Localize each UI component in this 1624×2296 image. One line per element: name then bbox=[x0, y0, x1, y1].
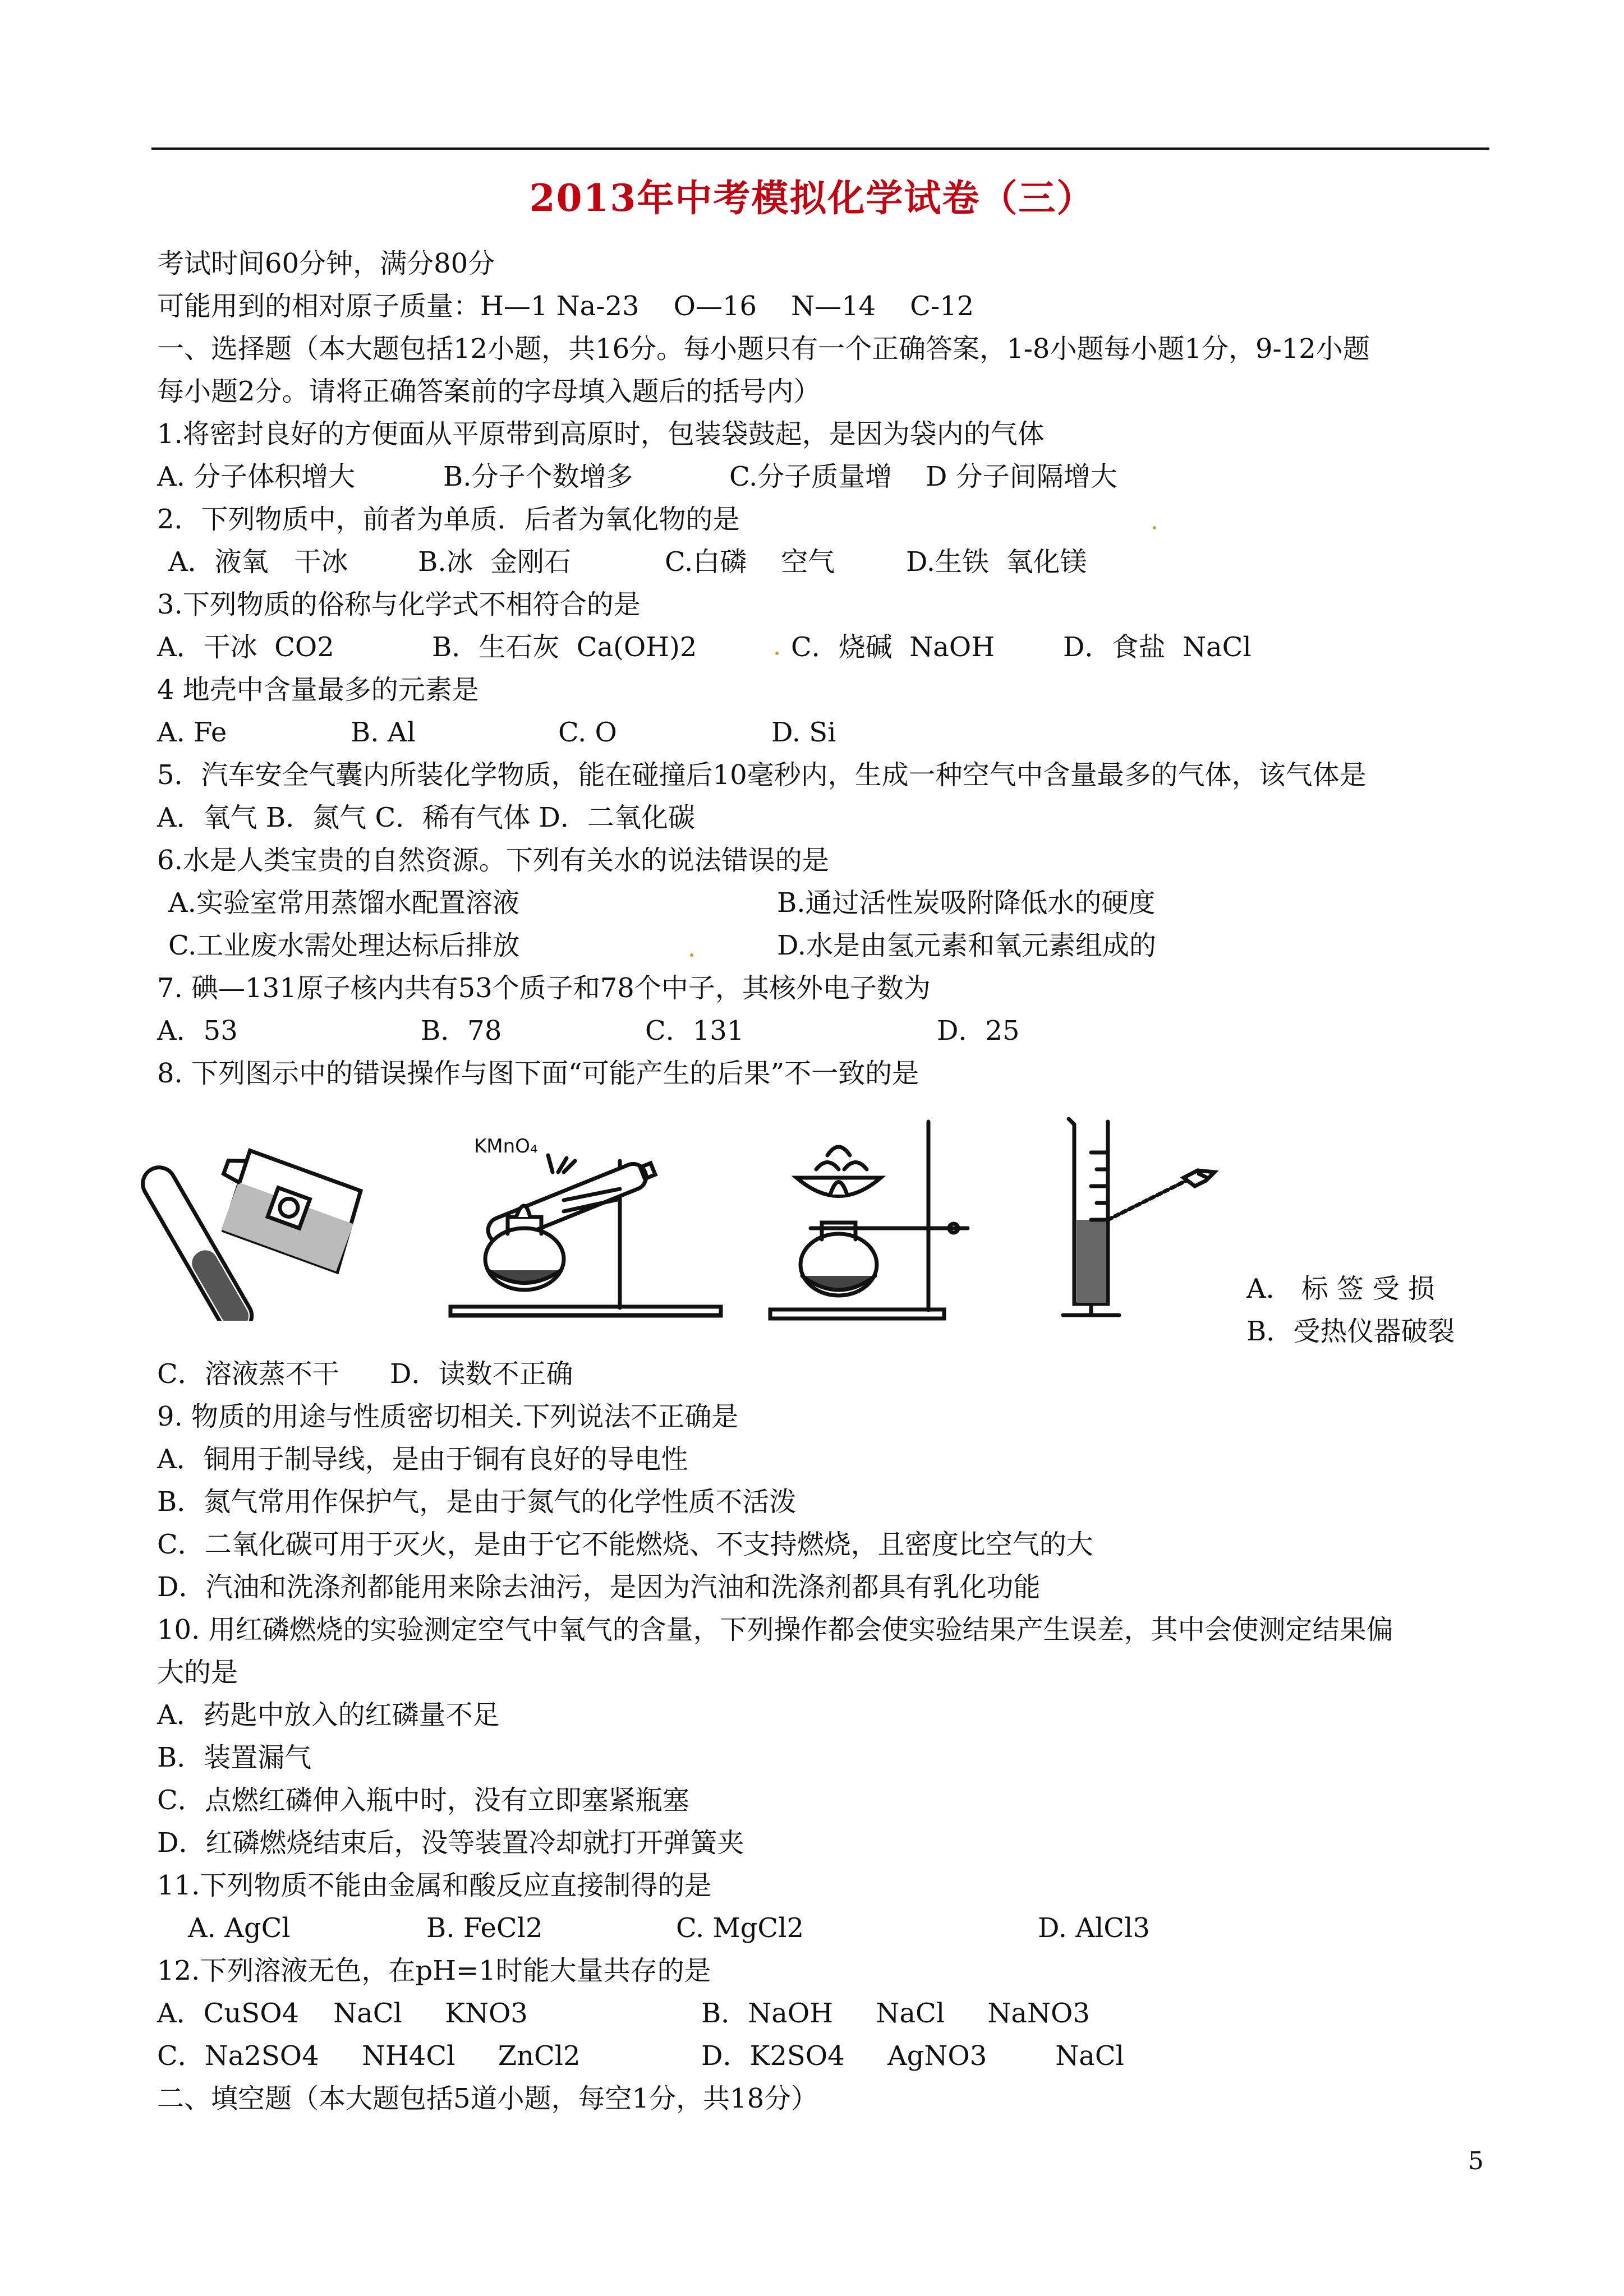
option: C．二氧化碳可用于灭火，是由于它不能燃烧、不支持燃烧，且密度比空气的大 bbox=[157, 1529, 1093, 1560]
atomic-masses: 可能用到的相对原子质量：H—1 Na-23 O—16 N—14 C-12 bbox=[157, 291, 974, 322]
question-stem: 4 地壳中含量最多的元素是 bbox=[157, 674, 479, 706]
option: A. 分子体积增大 bbox=[157, 461, 356, 492]
option: A. Fe bbox=[157, 717, 227, 748]
section1-header-line2: 每小题2分。请将正确答案前的字母填入题后的括号内） bbox=[157, 376, 821, 407]
option: A．液氧 干冰 bbox=[168, 546, 348, 578]
option: D 分子间隔增大 bbox=[926, 461, 1117, 492]
question-stem: 3.下列物质的俗称与化学式不相符合的是 bbox=[157, 589, 641, 620]
option: B．78 bbox=[421, 1015, 502, 1046]
option: D．25 bbox=[937, 1015, 1020, 1046]
stray-mark bbox=[1153, 526, 1156, 529]
options-inline: A．氧气 B．氮气 C．稀有气体 D．二氧化碳 bbox=[157, 802, 695, 833]
question-stem: 12.下列溶液无色，在pH=1时能大量共存的是 bbox=[157, 1955, 711, 1986]
page-number: 5 bbox=[1468, 2147, 1484, 2175]
option: B. FeCl2 bbox=[426, 1912, 543, 1944]
page-title: 2013年中考模拟化学试卷（三） bbox=[529, 176, 1095, 220]
option: B.分子个数增多 bbox=[443, 461, 633, 492]
option: C.分子质量增 bbox=[729, 461, 892, 492]
question-stem: 1.将密封良好的方便面从平原带到高原时，包装袋鼓起，是因为袋内的气体 bbox=[157, 418, 1045, 450]
option: D. Si bbox=[771, 717, 836, 748]
option: D．食盐 NaCl bbox=[1063, 631, 1252, 663]
option: C. O bbox=[558, 717, 617, 748]
option: B．氮气常用作保护气，是由于氮气的化学性质不活泼 bbox=[157, 1486, 797, 1518]
heating-kmno4-figure bbox=[446, 1127, 726, 1324]
section2-header: 二、填空题（本大题包括5道小题，每空1分，共18分） bbox=[157, 2083, 818, 2114]
question-stem: 8. 下列图示中的错误操作与图下面“可能产生的后果”不一致的是 bbox=[157, 1058, 919, 1089]
option: B．生石灰 Ca(OH)2 bbox=[432, 631, 697, 663]
option: C.工业废水需处理达标后排放 bbox=[168, 930, 520, 961]
evaporation-figure bbox=[766, 1116, 979, 1324]
option: D.水是由氢元素和氧元素组成的 bbox=[777, 930, 1157, 961]
option: C. MgCl2 bbox=[676, 1912, 804, 1944]
stray-mark bbox=[690, 953, 693, 957]
question-stem: 2．下列物质中，前者为单质．后者为氧化物的是 bbox=[157, 504, 740, 535]
measuring-cylinder-figure bbox=[1052, 1108, 1226, 1324]
option: A.实验室常用蒸馏水配置溶液 bbox=[168, 887, 519, 919]
option: A．铜用于制导线，是由于铜有良好的导电性 bbox=[157, 1444, 688, 1475]
option: B.通过活性炭吸附降低水的硬度 bbox=[777, 887, 1156, 919]
pouring-liquid-figure bbox=[126, 1147, 373, 1321]
stray-mark bbox=[775, 652, 779, 655]
option: A．53 bbox=[157, 1015, 238, 1046]
option: C.白磷 空气 bbox=[665, 546, 835, 578]
question-stem: 7. 碘—131原子核内共有53个质子和78个中子，其核外电子数为 bbox=[157, 972, 931, 1004]
kmno4-label: KMnO₄ bbox=[474, 1135, 538, 1158]
option: B．NaOH NaCl NaNO3 bbox=[701, 1998, 1090, 2029]
option: B．装置漏气 bbox=[157, 1742, 312, 1773]
option: D.生铁 氧化镁 bbox=[906, 546, 1087, 578]
question-stem: 5．汽车安全气囊内所装化学物质，能在碰撞后10毫秒内，生成一种空气中含量最多的气体，该气体是 bbox=[157, 759, 1367, 791]
option: B．受热仪器破裂 bbox=[1246, 1316, 1455, 1347]
option: C．Na2SO4 NH4Cl ZnCl2 bbox=[157, 2040, 581, 2072]
option: A．药匙中放入的红磷量不足 bbox=[157, 1699, 500, 1731]
option: D．读数不正确 bbox=[390, 1358, 573, 1390]
question-stem: 10. 用红磷燃烧的实验测定空气中氧气的含量，下列操作都会使实验结果产生误差，其中会使测定结果偏 bbox=[157, 1614, 1393, 1645]
option: C．溶液蒸不干 bbox=[157, 1358, 339, 1390]
option: A．CuSO4 NaCl KNO3 bbox=[157, 1998, 528, 2029]
question-stem: 6.水是人类宝贵的自然资源。下列有关水的说法错误的是 bbox=[157, 845, 829, 876]
option: D. AlCl3 bbox=[1038, 1912, 1150, 1944]
option: D．红磷燃烧结束后，没等装置冷却就打开弹簧夹 bbox=[157, 1827, 744, 1859]
question-stem: 9. 物质的用途与性质密切相关.下列说法不正确是 bbox=[157, 1401, 739, 1432]
option: A. AgCl bbox=[188, 1912, 291, 1944]
question-stem-continued: 大的是 bbox=[157, 1657, 238, 1688]
option: B.冰 金刚石 bbox=[418, 546, 572, 578]
option: D．K2SO4 AgNO3 NaCl bbox=[701, 2040, 1124, 2072]
option: A． 标 签 受 损 bbox=[1246, 1273, 1435, 1304]
section1-header-line1: 一、选择题（本大题包括12小题，共16分。每小题只有一个正确答案，1-8小题每小题1分，9-12小题 bbox=[157, 333, 1370, 365]
option: C．点燃红磷伸入瓶中时，没有立即塞紧瓶塞 bbox=[157, 1785, 689, 1816]
option: C．烧碱 NaOH bbox=[791, 631, 995, 663]
option: C．131 bbox=[645, 1015, 744, 1046]
option: D．汽油和洗涤剂都能用来除去油污，是因为汽油和洗涤剂都具有乳化功能 bbox=[157, 1571, 1041, 1603]
option: B. Al bbox=[351, 717, 416, 748]
question-stem: 11.下列物质不能由金属和酸反应直接制得的是 bbox=[157, 1870, 712, 1901]
header-rule bbox=[151, 147, 1489, 150]
exam-info: 考试时间60分钟，满分80分 bbox=[157, 248, 495, 279]
option: A．干冰 CO2 bbox=[157, 631, 334, 663]
